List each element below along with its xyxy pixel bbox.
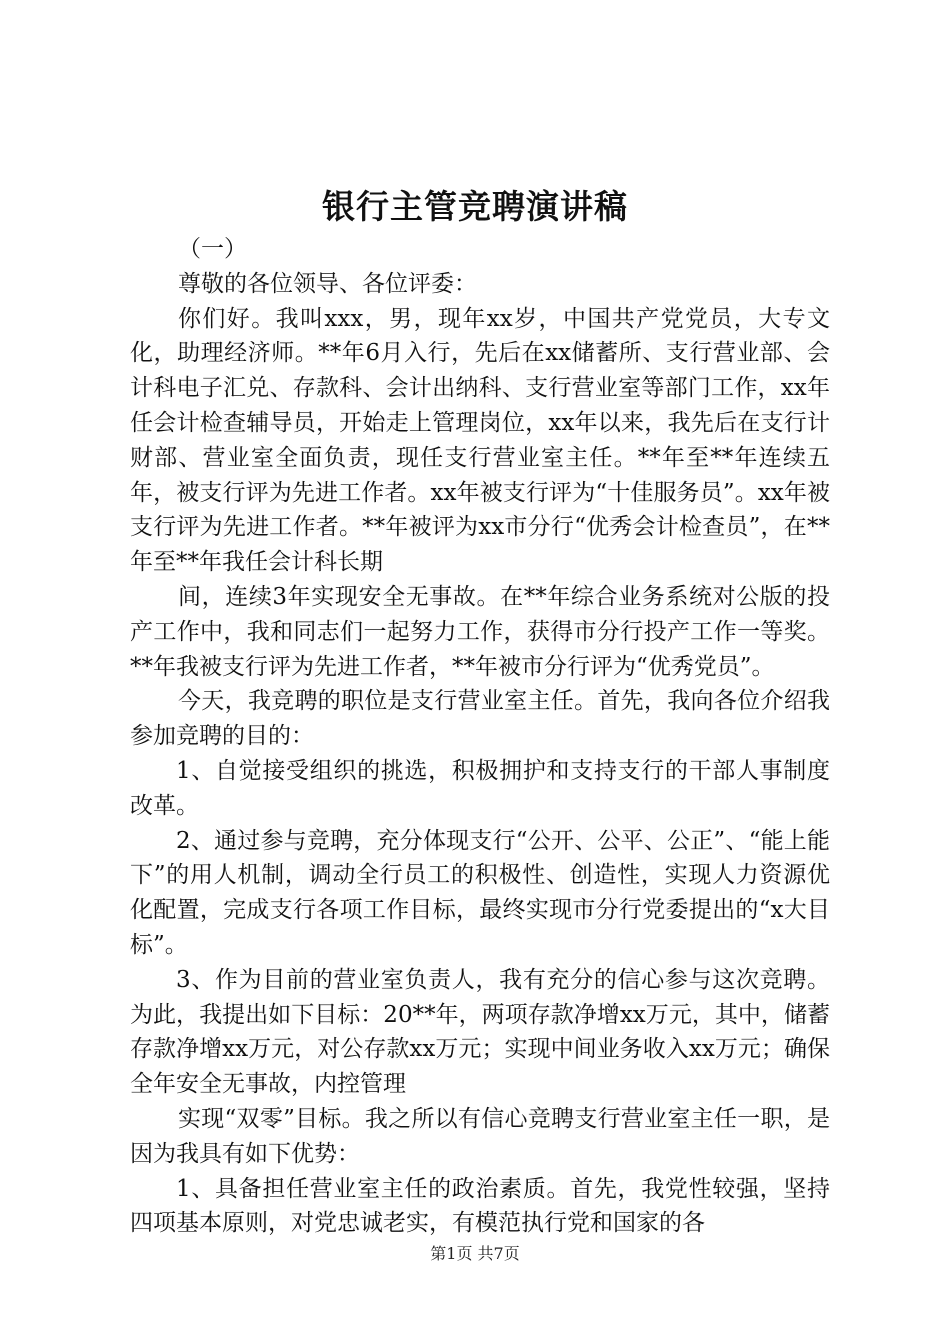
section-marker: （一） [178, 236, 247, 262]
page-number-footer: 第1页 共7页 [430, 1244, 520, 1263]
paragraph-position: 今天，我竞聘的职位是支行营业室主任。首先，我向各位介绍我参加竞聘的目的： [130, 688, 830, 750]
list-item-advantage-1: 1、具备担任营业室主任的政治素质。首先，我党性较强，坚持四项基本原则，对党忠诚老实，有模范执行党和国家的各 [130, 1175, 830, 1237]
list-item-purpose-3: 3、作为目前的营业室负责人，我有充分的信心参与这次竞聘。为此，我提出如下目标：20**年，两项存款净增xx万元，其中，储蓄存款净增xx万元，对公存款xx万元；实现中间业务收入xx万元；确保全年安全无事故，内控管理 [130, 966, 830, 1098]
document-title: 银行主管竞聘演讲稿 [322, 187, 628, 226]
salutation: 尊敬的各位领导、各位评委： [178, 270, 477, 297]
list-item-purpose-1: 1、自觉接受组织的挑选，积极拥护和支持支行的干部人事制度改革。 [130, 757, 830, 819]
paragraph-achievements: 间，连续3年实现安全无事故。在**年综合业务系统对公版的投产工作中，我和同志们一起努力工作，获得市分行投产工作一等奖。**年我被支行评为先进工作者，**年被市分行评为“优秀党员”。 [130, 583, 830, 680]
paragraph-advantages: 实现“双零”目标。我之所以有信心竞聘支行营业室主任一职，是因为我具有如下优势： [130, 1105, 830, 1167]
paragraph-intro: 你们好。我叫xxx，男，现年xx岁，中国共产党党员，大专文化，助理经济师。**年6月入行，先后在xx储蓄所、支行营业部、会计科电子汇兑、存款科、会计出纳科、支行营业室等部门工作，xx年任会计检查辅导员，开始走上管理岗位，xx年以来，我先后在支行计财部、营业室全面负责，现任支行营业室主任。**年至**年连续五年，被支行评为先进工作者。xx年被支行评为“十佳服务员”。xx年被支行评为先进工作者。**年被评为xx市分行“优秀会计检查员”，在**年至**年我任会计科长期 [130, 305, 830, 576]
list-item-purpose-2: 2、通过参与竞聘，充分体现支行“公开、公平、公正”、“能上能下”的用人机制，调动全行员工的积极性、创造性，实现人力资源优化配置，完成支行各项工作目标，最终实现市分行党委提出的“x大目标”。 [130, 827, 830, 958]
document-body [130, 232, 830, 1241]
